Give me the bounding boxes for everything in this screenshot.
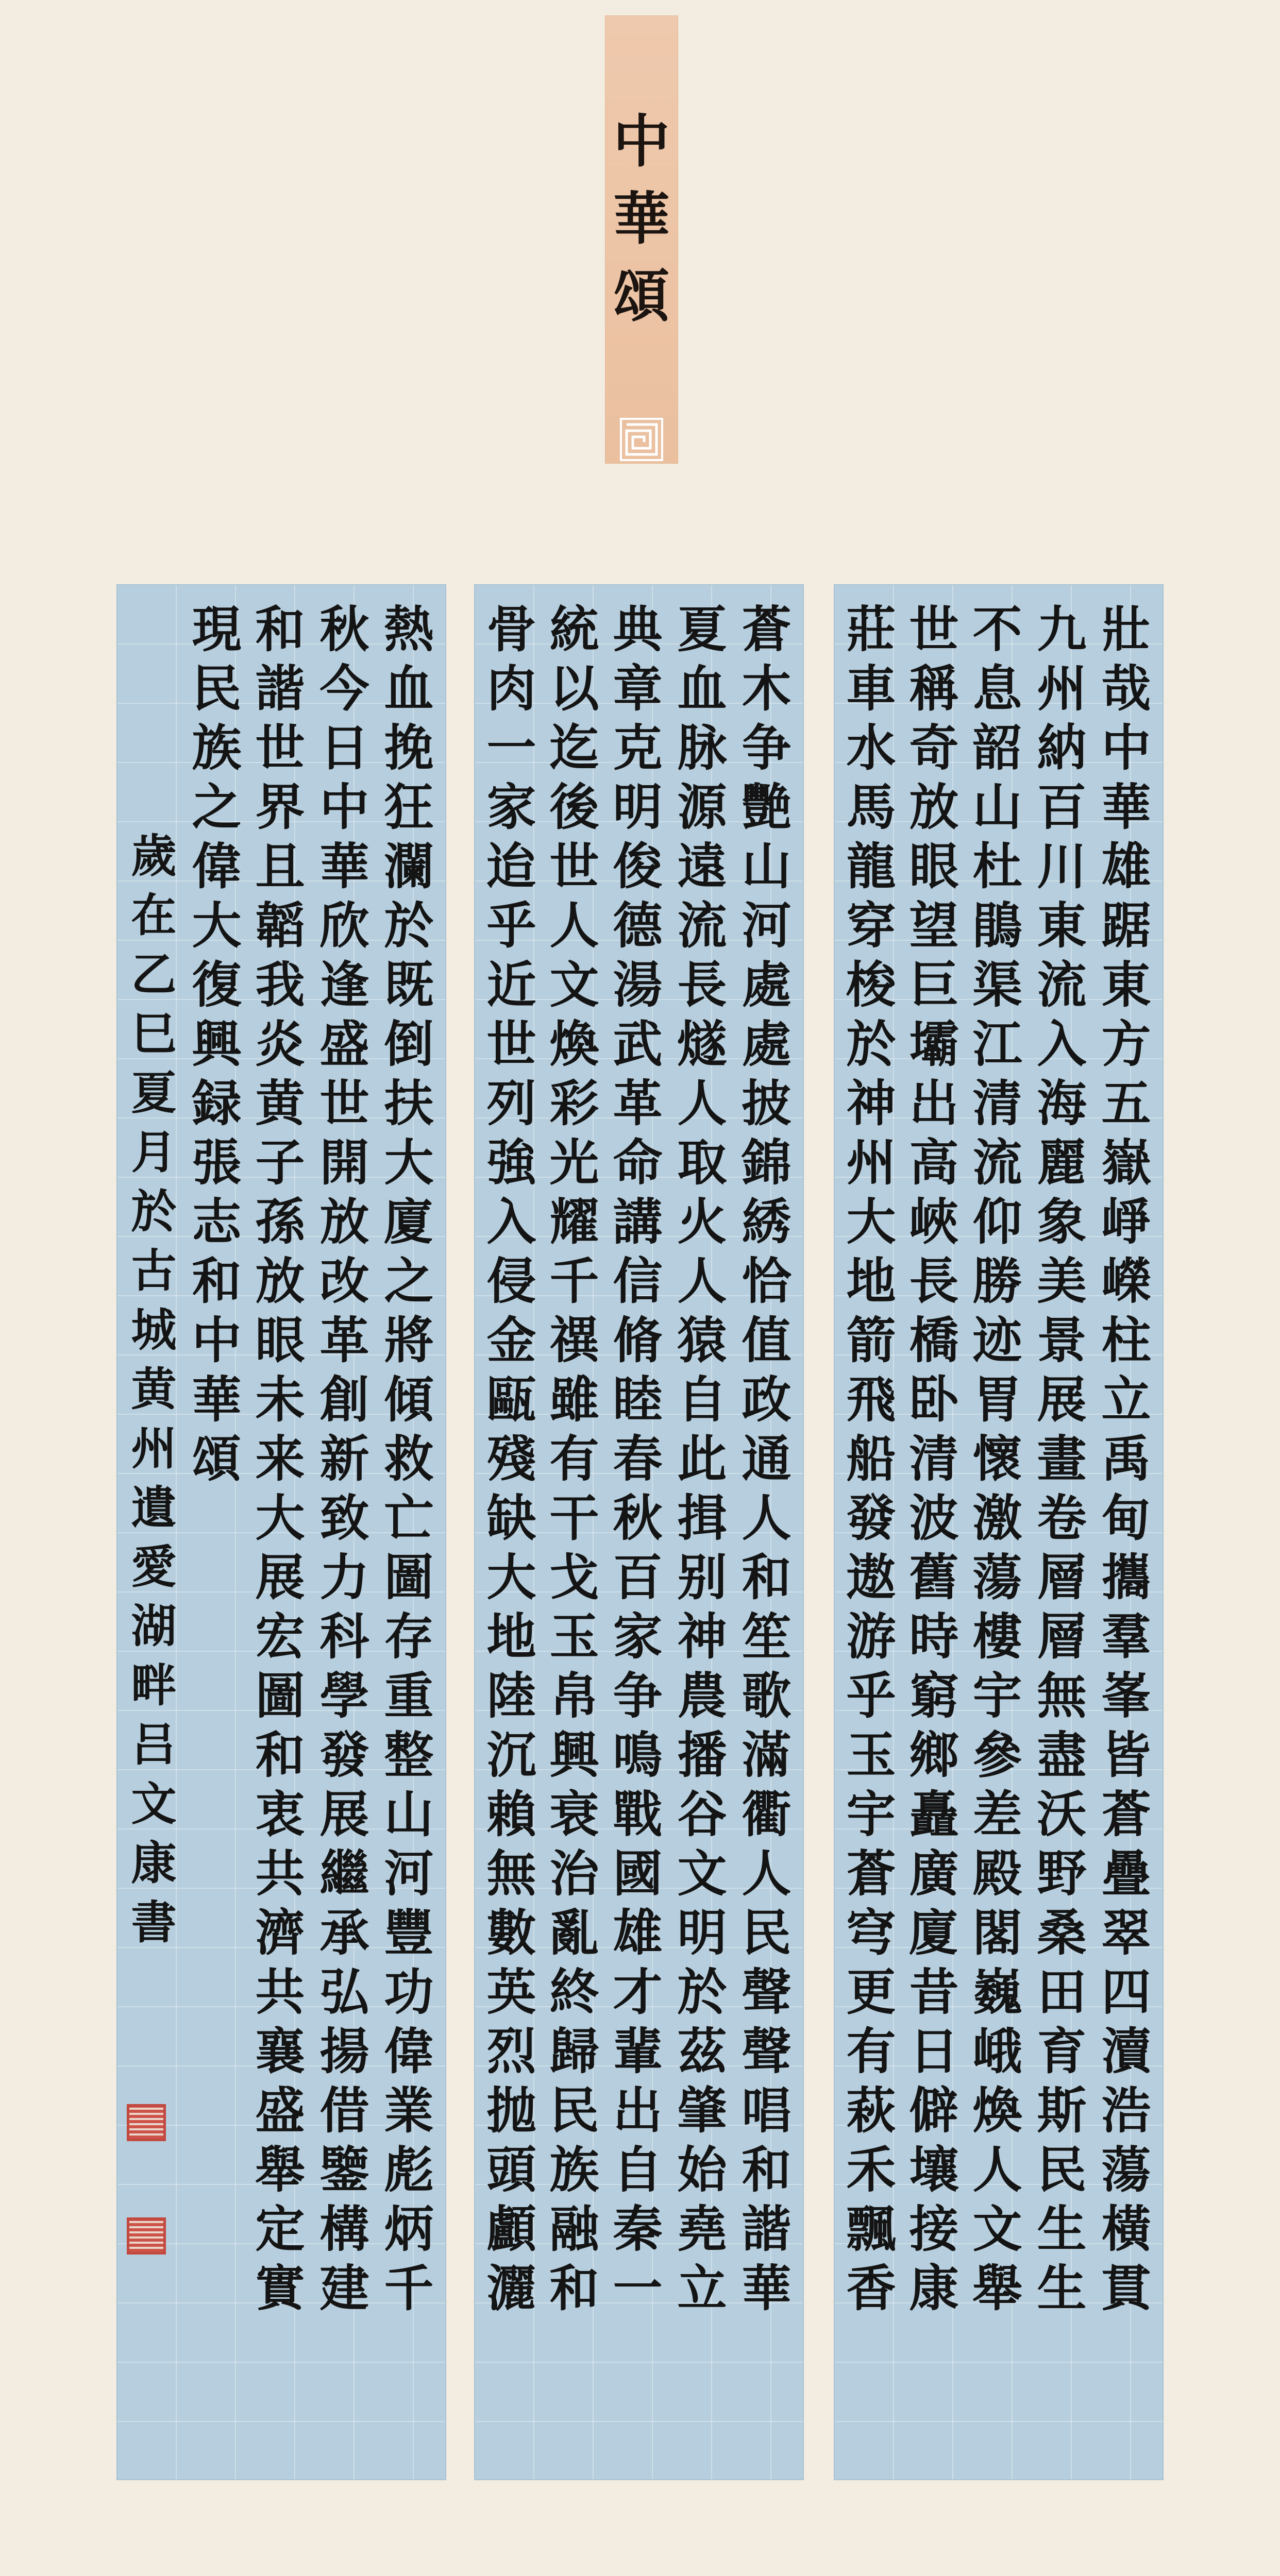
panel-left [116,584,446,2480]
text-column: 秋今日中華欣逢盛世開放改革創新致力科學發展繼承弘揚借鑒構建 [319,600,369,2317]
text-column: 蒼木争艷山河處處披錦綉恰值政通人和笙歌滿衢人民聲聲唱和諧華 [742,600,791,2317]
text-column: 壯哉中華雄踞東方五嶽崢嶸柱立禹甸攜羣峯皆蒼疊翠四瀆浩蕩橫貫 [1101,600,1151,2317]
text-column: 現民族之偉大復興録張志和中華頌 [192,600,242,1488]
text-column: 典章克明俊德湯武革命講信脩睦春秋百家争鳴戰國雄才輩出自秦一 [613,600,663,2317]
text-column: 不息韶山杜鵑渠江清流仰勝迹胃懷激蕩樓宇參差殿閣巍峨煥人文舉 [972,600,1022,2317]
title-char: 頌 [613,263,670,329]
text-column: 夏血脉源遠流長燧人取火人猿自此揖别神農播谷文明於茲肇始堯立 [677,600,727,2317]
text-column: 世稱奇放眼望巨壩出高峽長橋卧清波舊時窮鄉矗廣廈昔日僻壤接康 [909,600,959,2317]
panel-middle [474,584,804,2480]
title-char: 華 [613,185,670,252]
title-label [605,15,678,464]
text-column: 九州納百川東流入海麗象美景展畫卷層層無盡沃野桑田育斯民生生 [1037,600,1087,2317]
signature-column: 歲在乙巳夏月於古城黄州遺愛湖畔吕文康書 [131,829,177,1949]
text-column: 莊車水馬龍穿梭於神州大地箭飛船發遨游乎玉宇蒼穹更有萩禾飄香 [846,600,896,2317]
seal-stamp-lower-icon [127,2217,166,2255]
text-column: 統以迄後世人文煥彩光耀千禩雖有干戈玉帛興衰治亂終歸民族融和 [549,600,599,2317]
title-char: 中 [613,108,670,175]
text-column: 熱血挽狂瀾於既倒扶大廈之將傾救亡圖存重整山河豐功偉業彪炳千 [384,600,434,2317]
text-column: 和諧世界且韜我炎黄子孫放眼未来大展宏圖和衷共濟共襄盛舉定實 [255,600,305,2317]
seal-stamp-upper-icon [127,2104,166,2141]
fret-pattern-icon [619,417,664,462]
text-column: 骨肉一家迨乎近世列強入侵金甌殘缺大地陸沉賴無數英烈抛頭顱灑 [486,600,536,2317]
title-text [605,103,678,335]
panel-right [834,584,1164,2480]
